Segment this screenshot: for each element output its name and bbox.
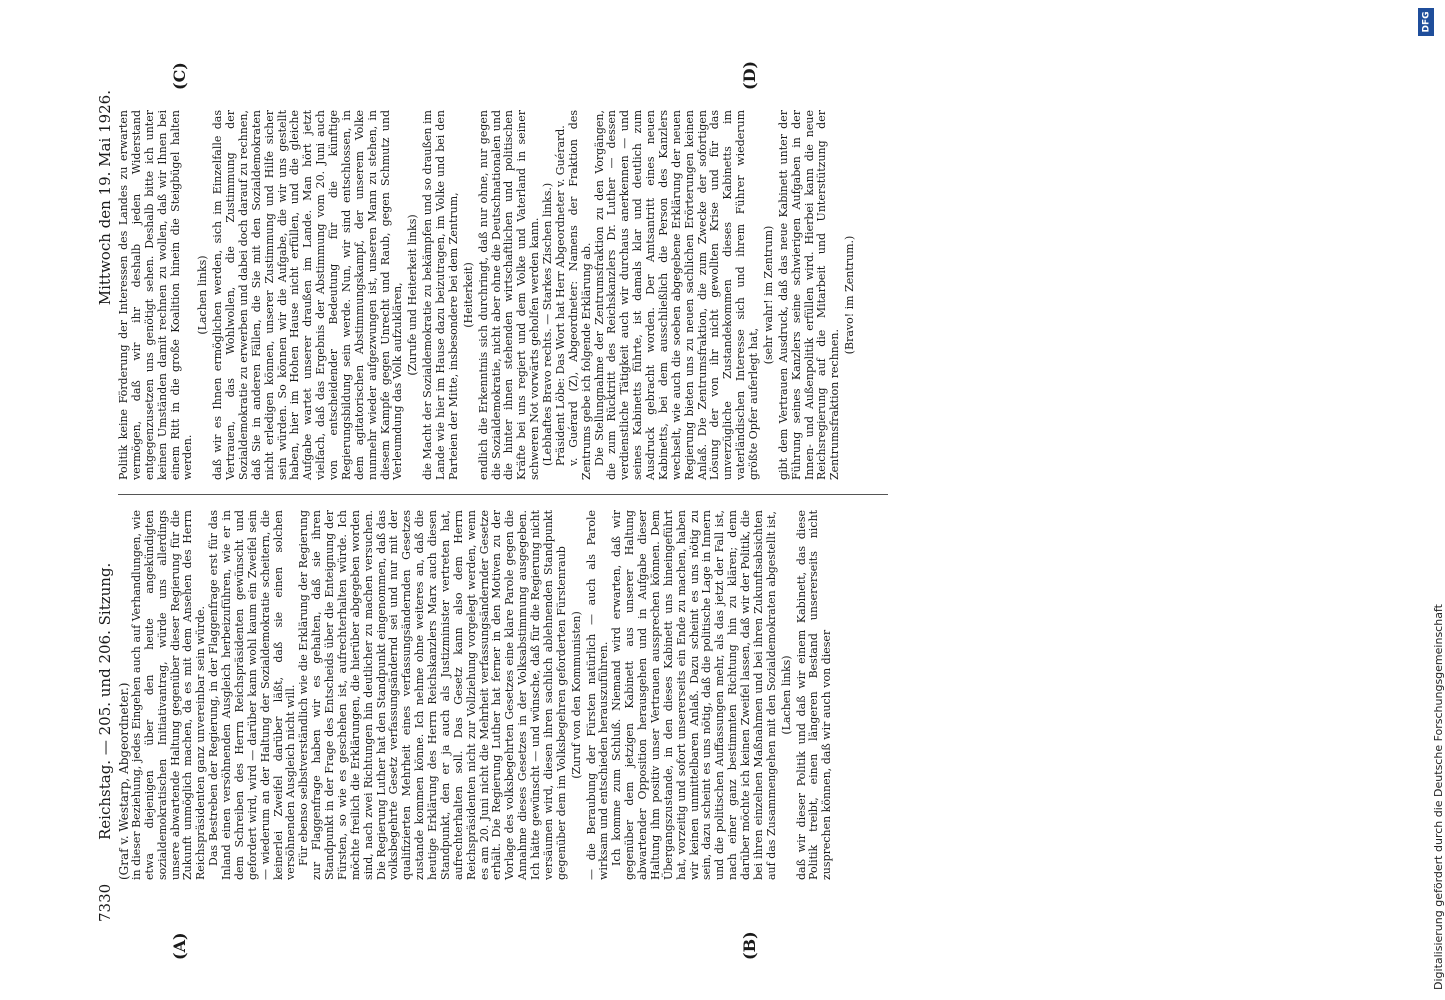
president-statement: Präsident Löbe: Das Wort hat Herr Abgeordneter v. Guérard. (553, 125, 567, 466)
margin-mark-a: (A) (170, 932, 189, 960)
margin-mark-c: (C) (170, 62, 189, 90)
dfg-logo: DFG (1418, 8, 1434, 36)
interjection: (Lachen links) (779, 655, 793, 735)
paragraph: Für ebenso selbstverständlich wie die Erklärung der Regierung zur Flaggenfrage haben wir es gehalten, daß sie ihren Standpunkt in der Frage des Entscheids über die Enteignung der Fürsten, so wie es geschehen ist, aufrechterhalten würde. Ich möchte freilich die Erklärungen, die hierüber abgegeben worden sind, nach zwei Richtungen hin deutlicher zu machen versuchen. Die Regierung Luther hat den Standpunkt eingenommen, daß das volksbegehrte Gesetz verfassungsändernd sei und nur mit der qualifizierten Mehrheit eines verfassungsändernden Gesetzes zustande kommen könne. Ich nehme ohne weiteres an, daß die heutige Erklärung des Herrn Reichskanzlers Marx auch diesen Standpunkt, den er ja auch als Justizminister vertreten hat, aufrechterhalten soll. Das Gesetz kann also dem Herrn Reichspräsidenten nicht zur Vollziehung vorgelegt werden, wenn es am 20. Juni nicht die Mehrheit verfassungsändernder Gesetze erhält. Die Regierung Luther hat ferner in den Motiven zu der Vorlage des volksbegehrten Gesetzes eine klare Parole gegen die Annahme dieses Gesetzes in der Volksabstimmung ausgegeben. Ich hätte gewünscht — und wünsche, daß für die Regierung nicht versäumen wird, diesen ihren sachlich ablehnenden Standpunkt gegenüber dem im Volksbegehren geforderten Fürstenraub (297, 510, 568, 880)
paragraph: daß wir es Ihnen ermöglichen werden, sich im Einzelfalle das Vertrauen, das Wohlwollen, die Zustimmung der Sozialdemokratie zu erwerben und dabei doch darauf zu rechnen, daß Sie in anderen Fällen, die Sie mit den Sozialdemokraten nicht erledigen können, unserer Zustimmung und Hilfe sicher sein würden. So können wir die Aufgabe, die wir uns gestellt haben, hier im Hohen Hause nicht erfüllen, und die gleiche Aufgabe wartet unserer draußen im Lande. Man hört jetzt vielfach, daß das Ergebnis der Abstimmung vom 20. Juni auch von entscheidender Bedeutung für die künftige Regierungsbildung sein werde. Nun, wir sind entschlossen, in dem agitatorischen Abstimmungskampf, der unserem Volke nunmehr wieder aufgezwungen ist, unseren Mann zu stehen, in diesem Kampfe gegen Unrecht und Raub, gegen Schmutz und Verleumdung das Volk aufzuklären, (211, 110, 405, 480)
left-column (118, 510, 834, 880)
interjection: (sehr wahr! im Zentrum) (761, 225, 775, 365)
paragraph: die Macht der Sozialdemokratie zu bekämpfen und so draußen im Lande wie hier im Hause dazu beizutragen, im Volke und bei den Parteien der Mitte, insbesondere bei dem Zentrum, (421, 110, 460, 480)
session-date: Mittwoch den 19. Mai 1926. (96, 90, 114, 306)
paragraph: Das Bestreben der Regierung, in der Flaggenfrage erst für das Inland einen versöhnenden Ausgleich herbeizuführen, wie er in dem Schreiben des Herrn Reichspräsidenten gewünscht und gefordert wird, wird — darüber kann wohl kaum ein Zweifel sein — wiederum an der Haltung der Sozialdemokratie scheitern, die keinerlei Zweifel darüber läßt, daß sie einen solchen versöhnenden Ausgleich nicht will. (207, 510, 298, 880)
interjection: (Heiterkeit) (461, 262, 475, 328)
page-header (96, 60, 116, 940)
paragraph: daß wir dieser Politik und daß wir einem Kabinett, das diese Politik treibt, einen längeren Bestand unsererseits nicht zusprechen können, daß wir auch von dieser (794, 510, 834, 880)
paragraph: Politik keine Förderung der Interessen des Landes zu erwarten vermögen, daß wir ihr deshalb jeden Widerstand entgegenzusetzen uns genötigt sehen. Deshalb bitte ich unter keinen Umständen damit rechnen zu wollen, daß wir Ihnen bei einem Ritt in die große Koalition hinein die Steigbügel halten werden. (117, 110, 195, 480)
page-number: 7330 (96, 883, 114, 922)
right-column (118, 110, 859, 480)
closing-applause: (Bravo! im Zentrum.) (843, 235, 857, 355)
interjection: (Zurufe und Heiterkeit links) (406, 214, 420, 376)
paragraph: Ich komme zum Schluß. Niemand wird erwarten, daß wir gegenüber dem jetzigen Kabinett aus unserer Haltung abwartender Opposition herausgehen und in Aufgabe dieser Haltung ihm positiv unser Vertrauen aussprechen können. Dem Übergangszustande, in den dieses Kabinett uns hineingeführt hat, vorzeitig und sofort unsererseits ein Ende zu machen, haben wir keinen unmittelbaren Anlaß. Dazu scheint es uns nötig zu sein, dazu scheint es uns nötig, daß die politische Lage in Innern und die politischen Auffassungen mehr, als das jetzt der Fall ist, nach einer ganz bestimmten Richtung hin zu klären; denn darüber möchte ich keinen Zweifel lassen, daß wir der Politik, die bei ihren einzelnen Maßnahmen und bei ihren Zukunftsabsichten auf das Zusammengehen mit den Sozialdemokraten abgestellt ist, (610, 510, 778, 880)
paragraph: endlich die Erkenntnis sich durchringt, daß nur ohne, nur gegen die Sozialdemokratie, nicht aber ohne die Deutschnationalen und die hinter ihnen stehenden wirtschaftlichen und politischen Kräfte bei uns regiert und dem Volke und Vaterland in seiner schweren Not vorwärts geholfen werden kann. (476, 110, 542, 480)
margin-mark-b: (B) (740, 931, 759, 960)
paragraph: — die Beraubung der Fürsten natürlich — auch als Parole wirksam und entschieden herauszuführen. (584, 510, 611, 880)
applause-note: (Lebhaftes Bravo rechts. — Starkes Zischen links.) (541, 182, 554, 466)
speaker-intro: v. Guérard (Z), Abgeordneter: Namens der Fraktion des Zentrums gebe ich folgende Erklärung ab. (566, 110, 593, 480)
paragraph: gibt dem Vertrauen Ausdruck, daß das neue Kabinett unter der Führung seines Kanzlers seine schwierigen Aufgaben in der Innen- und Außenpolitik erfüllen wird. Hierbei kann die neue Reichsregierung auf die Mitarbeit und Unterstützung der Zentrumsfraktion rechnen. (776, 110, 842, 480)
speaker-continuation: (Graf v. Westarp, Abgeordneter.) (117, 682, 131, 880)
page-title: Reichstag. — 205. und 206. Sitzung. (96, 562, 114, 840)
margin-mark-d: (D) (740, 60, 759, 90)
digitization-credit: Digitalisierung gefördert durch die Deutsche Forschungsgemeinschaft (1432, 604, 1445, 990)
interjection: (Lachen links) (196, 255, 210, 335)
interjection: (Zuruf von den Kommunisten) (569, 611, 583, 779)
column-divider (118, 494, 888, 495)
paragraph: Die Stellungnahme der Zentrumsfraktion zu den Vorgängen, die zum Rücktritt des Reichskanzlers Dr. Luther — dessen verdienstliche Tätigkeit auch wir durchaus anerkennen — und seines Kabinetts führte, ist damals klar und deutlich zum Ausdruck gebracht worden. Der Amtsantritt eines neuen Kabinetts, bei dem ausschließlich die Person des Kanzlers wechselt, wie auch die soeben abgegebene Erklärung der neuen Regierung bieten uns zu neuen sachlichen Erörterungen keinen Anlaß. Die Zentrumsfraktion, die zum Zwecke der sofortigen Lösung der von ihr nicht gewollten Krise und für das unverzügliche Zustandekommen dieses Kabinetts im vaterländischen Interesse sich und ihrem Führer wiederum größte Opfer auferlegt hat, (592, 110, 760, 480)
paragraph: in dieser Beziehung, jedes Eingehen auch auf Verhandlungen, wie etwa diejenigen über den heute angekündigten sozialdemokratischen Initiativantrag, würde uns allerdings unsere abwartende Haltung gegenüber dieser Regierung für die Zukunft unmöglich machen, da es mit dem Ansehen des Herrn Reichspräsidenten ganz unvereinbar sein würde. (129, 510, 208, 880)
